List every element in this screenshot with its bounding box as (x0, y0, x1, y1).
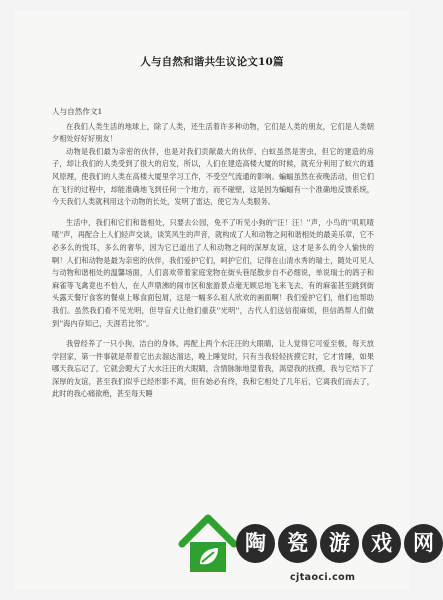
watermark-characters (236, 524, 443, 563)
paragraph-3: 生活中，我们和它们和谐相处，只要去公园，免不了听见小狗的''汪！汪！''声，小鸟的''叽叽喳喳''声，再配合上人们轻声交谈，谈笑风生的声音，就构成了人和动物之间和谐相处的最美乐章，它不必多么的悦耳，多么的奢华，因为它已道出了人和动物之间的深厚友谊，这才是多么的令人愉快的啊！人们和动物是最为亲密的伙伴，我们爱护它们，呵护它们，记得在山清水秀的瑞士，随处可见人与动物和谐相处的温馨场面，人们喜欢带着家庭宠物在街头巷尾散步自不必细说，单说瑞士的鸽子和麻雀等飞禽竟也不怕人，在人声鼎沸的闹市区和旅游景点毫无顾忌地飞来飞去，有的麻雀甚至跳到街头露天餐厅食客的餐桌上啄食面包屑，这是一幅多么祖人欣欢的画面啊！我们爱护它们，他们也帮助我们。虽然我们看不见光明，但导盲犬让他们重获''光明''，古代人们送信很麻烦，但信鸽帮人们做到''海内存知己，天涯若比邻''。 (52, 217, 374, 328)
watermark-char: 陶 (236, 524, 275, 563)
paragraph-4: 我曾经养了一只小狗，洁白的身体，再配上两个水汪汪的大眼睛，让人觉得它可爱至极，每天放学回家，第一件事就是带着它出去溜达溜达，晚上睡觉时，只有当我轻轻抚摸它时，它才肯睡，如果哪天我忘记了，它就会瞪大了大水汪汪的大眼睛，含情脉脉地望着我，渴望我的抚摸，我与它结下了深厚的友谊，甚至我们似乎已经形影不离，但有始必有终，我和它相处了几年后，它离我们而去了，此时的我心痛欲绝，甚至每天睡 (52, 339, 374, 399)
site-watermark-logo (178, 512, 434, 594)
watermark-char: 网 (404, 524, 443, 563)
document-title: 人与自然和谐共生议论文10篇 (140, 56, 284, 68)
paragraph-gap (52, 209, 374, 217)
watermark-char: 戏 (362, 524, 401, 563)
document-body (52, 106, 374, 401)
watermark-url: cjtaoci.com (290, 572, 356, 583)
essay-subheading: 人与自然作文1 (52, 107, 103, 116)
paragraph-gap (52, 330, 374, 338)
watermark-char: 游 (320, 524, 359, 563)
watermark-char: 瓷 (278, 524, 317, 563)
paragraph-2: 动物是我们最为亲密的伙伴，也是对我们贡献最大的伙伴，白蚁虽然是害虫，但它的建造的房子，却让我们的人类受到了很大的启发，所以，人们在建造高楼大厦的时候，就充分利用了蚁穴的通风原理，使我们的人类在高楼大厦里学习工作，不受空气流通的影响。蝙蝠虽然在夜晚活动，但它们在飞行的过程中，却能准确地飞到任何一个地方，而不碰壁，这是因为蝙蝠有一个准确地反馈系统，今天我们人类就利用这个动物的长处，发明了雷达，使它为人类服务。 (52, 146, 374, 207)
house-leaf-icon (178, 512, 238, 578)
paragraph-1: 在我们人类生活的地球上，除了人类，还生活着许多种动物，它们是人类的朋友，它们是人类朝夕相处好好好朋友！ (52, 121, 374, 144)
document-page (14, 10, 410, 590)
